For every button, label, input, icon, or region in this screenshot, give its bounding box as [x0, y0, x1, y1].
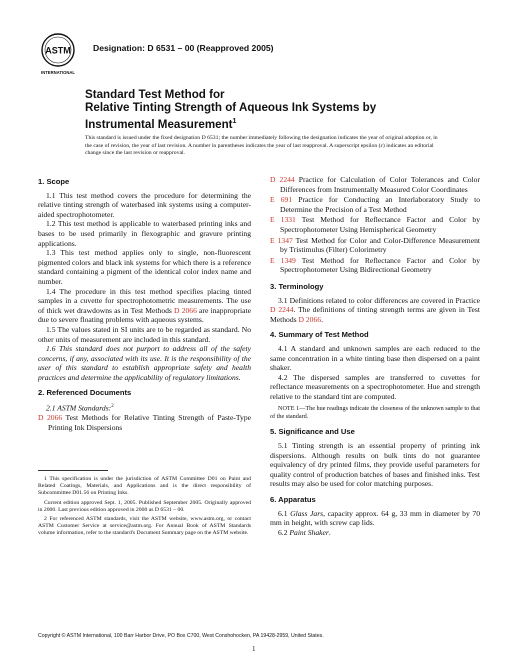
- svg-text:ASTM: ASTM: [45, 45, 71, 56]
- ref-link-d2244[interactable]: D 2244: [270, 305, 294, 315]
- footnote-1: 1 This specification is under the jurisdiction of ASTM Committee D01 on Paint and Related Coatings, Materials, and Applications and is the direct responsibility of Subcommittee D01.56 on Printing Inks.: [38, 476, 251, 497]
- document-title: [85, 88, 465, 131]
- section-heading-apparatus: 6. Apparatus: [270, 495, 316, 505]
- ref-link-e1349[interactable]: E 1349: [270, 255, 296, 265]
- ref-link-d2244[interactable]: D 2244: [270, 175, 295, 184]
- note-1: NOTE 1—The hue readings indicate the closeness of the unknown sample to that of the standard.: [270, 405, 480, 421]
- title-line-1: Standard Test Method for: [85, 88, 225, 101]
- paragraph-2-1: 2.1 ASTM Standards:$^2$: [46, 403, 114, 413]
- paragraph-1-6: 1.6 This standard does not purport to address all of the safety concerns, if any, associated with its use. It is the responsibility of the user of this standard to establish appropriate safety and health practices and determine the applicability of regulatory limitations.: [38, 344, 251, 382]
- designation: Designation: D 6531 – 00 (Reapproved 2005): [93, 43, 274, 53]
- paragraph-3-1: 3.1 Definitions related to color differences are covered in Practice D 2244. The definitions of tinting strength terms are given in Test Methods D 2066.: [270, 295, 480, 324]
- paragraph-1-2: 1.2 This test method is applicable to waterbased printing inks and bases to be used primarily in flexographic and gravure printing applications.: [38, 219, 251, 248]
- reference-list-right: [270, 175, 480, 275]
- paragraph-4-1: 4.1 A standard and unknown samples are each reduced to the same concentration in a white tinting base then dispersed on a paint shaker.: [270, 343, 480, 373]
- footnotes: [38, 476, 251, 540]
- ref-link-e691[interactable]: E 691: [270, 195, 293, 205]
- section-heading-significance: 5. Significance and Use: [270, 427, 355, 437]
- section-heading-referenced: 2. Referenced Documents: [38, 388, 132, 398]
- right-column: [270, 175, 480, 537]
- title-line-3: Instrumental Measurement$^1$: [85, 117, 237, 131]
- paragraph-4-2: 4.2 The dispersed samples are transferred to cuvettes for reflectance measurements on a spectrophotometer. Hue and strength relative to the standard tint are computed.: [270, 372, 480, 401]
- reference-item: E 1349 Test Method for Reflectance Factor and Color by Spectrophotometer Using Bidirectional Geometry: [270, 255, 480, 275]
- ref-link-d2066[interactable]: D 2066: [38, 413, 63, 423]
- footnote-divider: [38, 470, 108, 471]
- paragraph-1-1: 1.1 This test method covers the procedure for determining the relative tinting strength of waterbased ink systems using a computer-aided spectrophotometer.: [38, 190, 251, 219]
- paragraph-6-1: 6.1 Glass Jars, capacity approx. 64 g, 33 mm in diameter by 70 mm in height, with screw cap lids.: [270, 508, 480, 528]
- paragraph-5-1: 5.1 Tinting strength is an essential property of printing ink dispersions. Although results on bulk tints do not guarantee equivalency of dry printed films, they provide useful parameters for quality control of production batches of bases and finished inks. Test results may also be used for color matching purposes.: [270, 441, 480, 489]
- reference-list-left: [38, 413, 251, 432]
- ref-link-e1347[interactable]: E 1347: [270, 235, 293, 245]
- copyright-notice: Copyright © ASTM International, 100 Barr Harbor Drive, PO Box C700, West Conshohocken, PA 19428-2959, United States.: [38, 633, 324, 639]
- reference-item: E 1347 Test Method for Color and Color-Difference Measurement by Tristimulus (Filter) Colorimetry: [270, 235, 480, 255]
- reference-item: E 691 Practice for Conducting an Interlaboratory Study to Determine the Precision of a Test Method: [270, 195, 480, 214]
- paragraph-1-5: 1.5 The values stated in SI units are to be regarded as standard. No other units of measurement are included in this standard.: [38, 324, 251, 344]
- ref-link-e1331[interactable]: E 1331: [270, 215, 296, 225]
- reference-item: D 2066 Test Methods for Relative Tinting Strength of Paste-Type Printing Ink Dispersions: [38, 413, 251, 432]
- footnote-2: 2 For referenced ASTM standards, visit the ASTM website, www.astm.org, or contact ASTM Customer Service at service@astm.org. For Annual Book of ASTM Standards volume information, refer to the standard's Document Summary page on the ASTM website.: [38, 516, 251, 537]
- section-heading-terminology: 3. Terminology: [270, 281, 324, 291]
- paragraph-1-4: 1.4 The procedure in this test method specifies placing tinted samples in a cuvette for spectrophotometric measurements. The use of thick wet drawdowns as in Test Methods D 2066 are inappropriate due to severe floating problems with aqueous systems.: [38, 286, 251, 325]
- left-column: [38, 177, 251, 433]
- title-line-2: Relative Tinting Strength of Aqueous Ink Systems by: [85, 101, 377, 115]
- reference-item: D 2244 Practice for Calculation of Color Tolerances and Color Differences from Instrumentally Measured Color Coordinates: [270, 175, 480, 194]
- ref-link-d2066[interactable]: D 2066: [298, 314, 322, 324]
- standard-issuance-note: This standard is issued under the fixed designation D 6531; the number immediately following the designation indicates the year of original adoption or, in the case of revision, the year of last revision. A number in parentheses indicates the year of last reapproval. A superscript epsilon (ε) indicates an editorial change since the last revision or reapproval.: [85, 135, 438, 156]
- section-heading-scope: 1. Scope: [38, 177, 70, 186]
- ref-link-d2066[interactable]: D 2066: [174, 305, 197, 315]
- footnote-1-edition: Current edition approved Sept. 1, 2005. Published September 2005. Originally approved in 2000. Last previous edition approved in 2000 as D 6531 – 00.: [38, 499, 251, 513]
- page-number: 1: [252, 645, 256, 653]
- paragraph-1-3: 1.3 This test method applies only to single, non-fluorescent pigmented colors and black ink systems for which there is a reference standard containing a pigment of the identical color index name and number.: [38, 248, 251, 286]
- svg-text:INTERNATIONAL: INTERNATIONAL: [41, 70, 75, 75]
- title-footnote-mark: 1: [232, 117, 237, 125]
- section-heading-summary: 4. Summary of Test Method: [270, 330, 369, 340]
- paragraph-6-2: 6.2 Paint Shaker.: [278, 527, 331, 537]
- reference-item: E 1331 Test Method for Reflectance Factor and Color by Spectrophotometer Using Hemispherical Geometry: [270, 215, 480, 234]
- astm-logo: [40, 32, 76, 78]
